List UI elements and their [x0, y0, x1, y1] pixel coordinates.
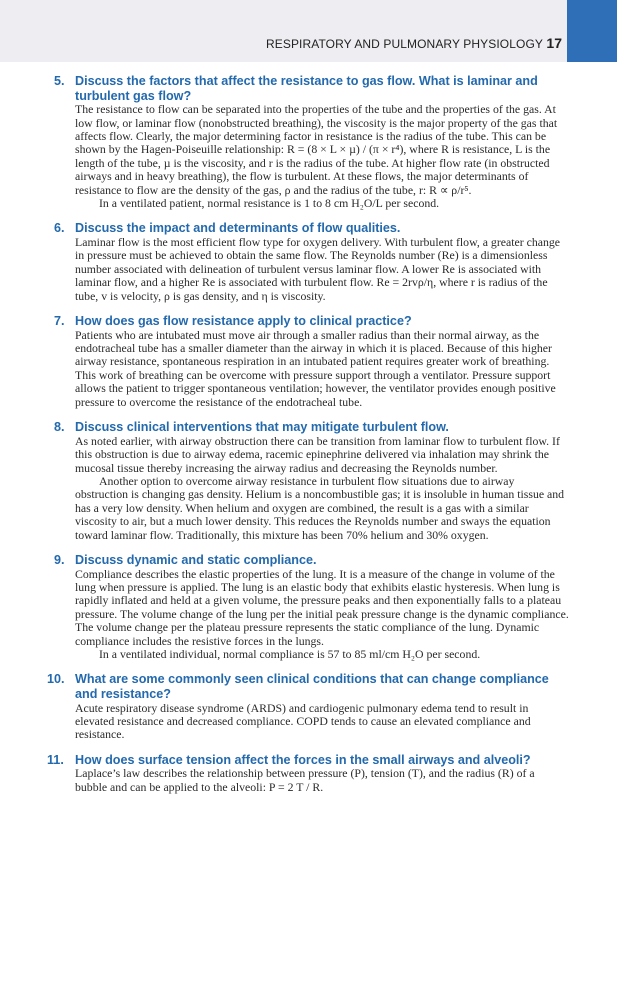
question-number: 9. — [54, 552, 65, 567]
answer-paragraph: Compliance describes the elastic properties of the lung. It is a measure of the change in volume of the lung when pressure is applied. The lung is an elastic body that exhibits elastic hysteresis. When lung is rapidly inflated and held at a given volume, the pressure peaks and then exponentially falls to a plateau pressure. The volume change of the lung per the initial peak pressure change is the dynamic compliance. The volume change per the plateau pressure represents the static compliance of the lung. Dynamic compliance includes the resistive forces in the lungs. — [75, 566, 569, 648]
question-9 — [54, 553, 569, 661]
answer-paragraph: In a ventilated individual, normal compliance is 57 to 85 ml/cm H₂O per second. — [99, 646, 481, 661]
question-10 — [47, 672, 569, 742]
question-8 — [54, 420, 569, 542]
answer — [75, 435, 569, 542]
running-head: RESPIRATORY AND PULMONARY PHYSIOLOGY — [265, 37, 543, 51]
question-6 — [54, 221, 569, 303]
question-heading: Discuss dynamic and static compliance. — [75, 552, 317, 567]
header-band — [0, 0, 617, 62]
page-body — [47, 74, 569, 805]
question-11 — [47, 752, 569, 794]
question-number: 8. — [54, 420, 65, 435]
answer — [75, 236, 569, 303]
answer — [75, 702, 569, 742]
answer — [75, 103, 569, 210]
question-heading: What are some commonly seen clinical conditions that can change compliance and resistance? — [75, 672, 549, 701]
answer-paragraph: As noted earlier, with airway obstruction there can be transition from laminar flow to turbulent flow. If this obstruction is due to airway edema, racemic epinephrine delivered via inhalation may shrink the mucosal tissue thereby increasing the airway radius and decreasing the Reynolds number. — [75, 433, 560, 475]
question-5 — [54, 74, 569, 210]
answer — [75, 568, 569, 662]
answer-paragraph: Laminar flow is the most efficient flow type for oxygen delivery. With turbulent flow, a greater change in pressure must be achieved to obtain the same flow. The Reynolds number (Re) is a dimensionless number associated with delineation of turbulent versus laminar flow. A lower Re is associated with laminar flow, and a higher Re is associated with turbulent flow. Re = 2rvρ/η, where r is radius of the tube, v is velocity, ρ is gas density, and η is viscosity. — [75, 235, 561, 303]
page-number: 17 — [546, 35, 562, 51]
answer-paragraph: The resistance to flow can be separated into the properties of the tube and the properties of the gas. At low flow, or laminar flow (nonobstructed breathing), the viscosity is the major property of the gas that affects flow. Clearly, the major determining factor in resistance is the radius of the tube. This can be shown by the Hagen-Poiseuille relationship: R = (8 × L × µ) / (π × r⁴), where R is resistance, L is the length of the tube, µ is the viscosity, and r is the radius of the tube. At higher flow rate (in obstructed airways and in heavy breathing), the flow is turbulent. At these flows, the major determinants of resistance to flow are the density of the gas, ρ and the radius of the tube, r: R ∝ ρ/r⁵. — [75, 102, 558, 197]
answer-paragraph: Laplace’s law describes the relationship between pressure (P), tension (T), and the radius (R) of a bubble and can be applied to the alveoli: P = 2 T / R. — [75, 766, 535, 794]
question-heading: How does gas flow resistance apply to clinical practice? — [75, 314, 412, 329]
question-number: 10. — [47, 672, 65, 687]
answer-paragraph: In a ventilated patient, normal resistance is 1 to 8 cm H₂O/L per second. — [99, 196, 440, 211]
question-number: 5. — [54, 74, 65, 88]
question-heading: Discuss clinical interventions that may mitigate turbulent flow. — [75, 420, 449, 435]
question-heading: Discuss the impact and determinants of flow qualities. — [75, 221, 401, 236]
question-heading: Discuss the factors that affect the resistance to gas flow. What is laminar and turbulent gas flow? — [75, 74, 538, 103]
answer — [75, 329, 569, 409]
question-7 — [54, 314, 569, 409]
answer — [75, 767, 569, 794]
answer-paragraph: Another option to overcome airway resistance in turbulent flow situations due to airway obstruction is changing gas density. Helium is a noncombustible gas; it is insoluble in human tissue and has a very low density. When helium and oxygen are combined, the result is a gas with a similar viscosity to air, but a much lower density. This reduces the Reynolds number and sways the equation toward laminar flow. Traditionally, this mixture has been 70% helium and 30% oxygen. — [75, 473, 565, 542]
answer-paragraph: Acute respiratory disease syndrome (ARDS) and cardiogenic pulmonary edema tend to result in elevated resistance and decreased compliance. COPD tends to cause an elevated compliance and resistance. — [75, 700, 531, 742]
question-number: 7. — [54, 314, 65, 329]
question-heading: How does surface tension affect the forces in the small airways and alveoli? — [75, 752, 531, 767]
chapter-tab — [567, 0, 617, 62]
question-number: 11. — [47, 752, 64, 767]
answer-paragraph: Patients who are intubated must move air through a smaller radius than their normal airway, as the endotracheal tube has a smaller diameter than the airway in which it is placed. Because of this higher airway resistance, spontaneous respiration in an intubated patient requires greater work of breathing. This work of breathing can be overcome with pressure support through a ventilator. Pressure support allows the patient to trigger spontaneous ventilation; however, the ventilator provides enough positive pressure to overcome the resistance of the endotracheal tube. — [75, 327, 556, 409]
question-number: 6. — [54, 221, 65, 236]
